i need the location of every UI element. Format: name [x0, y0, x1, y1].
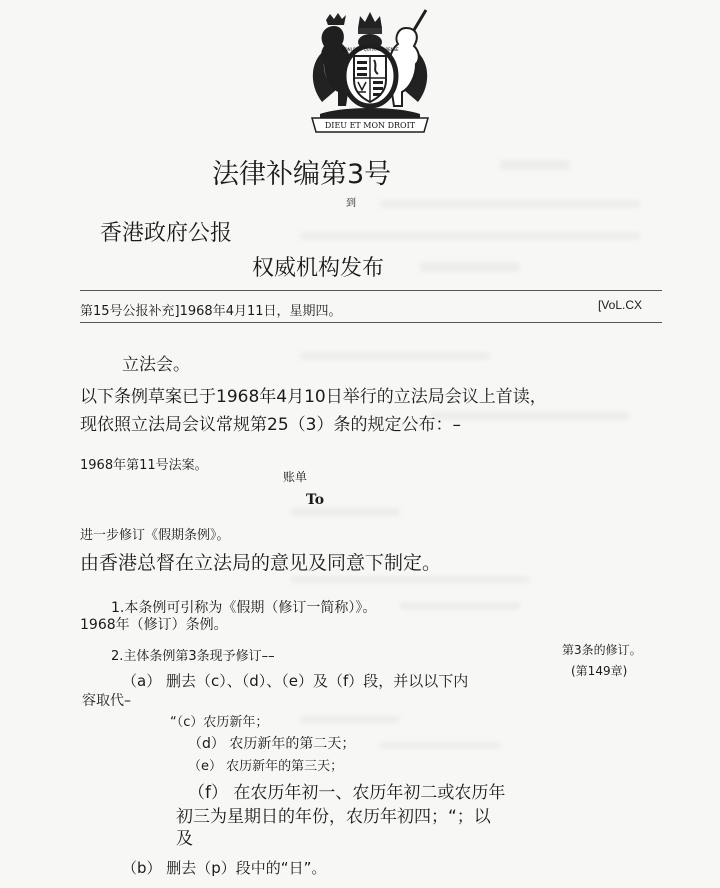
bottom-rule	[80, 322, 662, 323]
item-a-line-1: （a） 删去（c）、（d）、（e）及（f）段，并以以下内	[122, 672, 469, 690]
show-through-mark	[380, 742, 500, 749]
bill-number: 1968年第11号法案。	[80, 458, 208, 473]
item-f-line-1: （f） 在农历年初一、农历年初二或农历年	[188, 783, 506, 803]
to-heading: To	[306, 492, 325, 508]
section-1-line-2: 1968年（修订）条例。	[80, 617, 228, 633]
issue-line: 第15号公报补充]1968年4月11日，星期四。	[80, 304, 342, 319]
show-through-mark	[500, 160, 570, 170]
item-b: （b） 删去（p）段中的“日”。	[122, 859, 327, 877]
margin-note-1: 第3条的修订。	[562, 643, 642, 657]
item-f-line-3: 及	[176, 829, 193, 849]
show-through-mark	[420, 262, 520, 272]
garter-text: HONI SOIT QUI MAL Y PENSE	[341, 47, 399, 52]
further-amend-line: 进一步修订《假期条例》。	[80, 528, 230, 543]
show-through-mark	[290, 576, 530, 583]
section-2: 2.主体条例第3条现予修订––	[111, 649, 275, 664]
show-through-mark	[300, 352, 490, 360]
gazette-title: 香港政府公报	[100, 221, 233, 246]
motto-text: DIEU ET MON DROIT	[324, 121, 416, 130]
item-e: （e） 农历新年的第三天；	[188, 759, 344, 774]
show-through-mark	[380, 200, 640, 208]
bill-heading: 账单	[283, 470, 308, 484]
enacting-formula: 由香港总督在立法局的意见及同意下制定。	[80, 552, 442, 574]
item-f-line-2: 初三为星期日的年份，农历年初四；“；以	[176, 807, 491, 827]
item-a-line-2: 容取代–	[82, 693, 131, 709]
intro-line-2: 现依照立法局会议常规第25（3）条的规定公布：–	[80, 415, 461, 435]
margin-note-2: (第149章)	[571, 664, 628, 678]
top-rule	[80, 290, 662, 291]
show-through-mark	[400, 602, 520, 610]
show-through-mark	[300, 232, 640, 240]
show-through-mark	[290, 508, 400, 516]
section-1-line-1: 1.本条例可引称为《假期（修订一简称）》。	[111, 600, 377, 616]
item-c: “（c）农历新年；	[170, 715, 269, 730]
legislative-council-line: 立法会。	[122, 355, 190, 375]
show-through-mark	[300, 716, 400, 723]
item-d: （d） 农历新年的第二天；	[188, 736, 356, 752]
supplement-title: 法律补编第3号	[212, 159, 392, 190]
intro-line-1: 以下条例草案已于1968年4月10日举行的立法局会议上首读，	[80, 387, 547, 407]
authority-title: 权威机构发布	[252, 256, 385, 281]
to-small-text: 到	[346, 198, 356, 209]
royal-coat-of-arms-icon	[302, 6, 438, 136]
volume-number: [VoL.CX	[597, 298, 642, 312]
